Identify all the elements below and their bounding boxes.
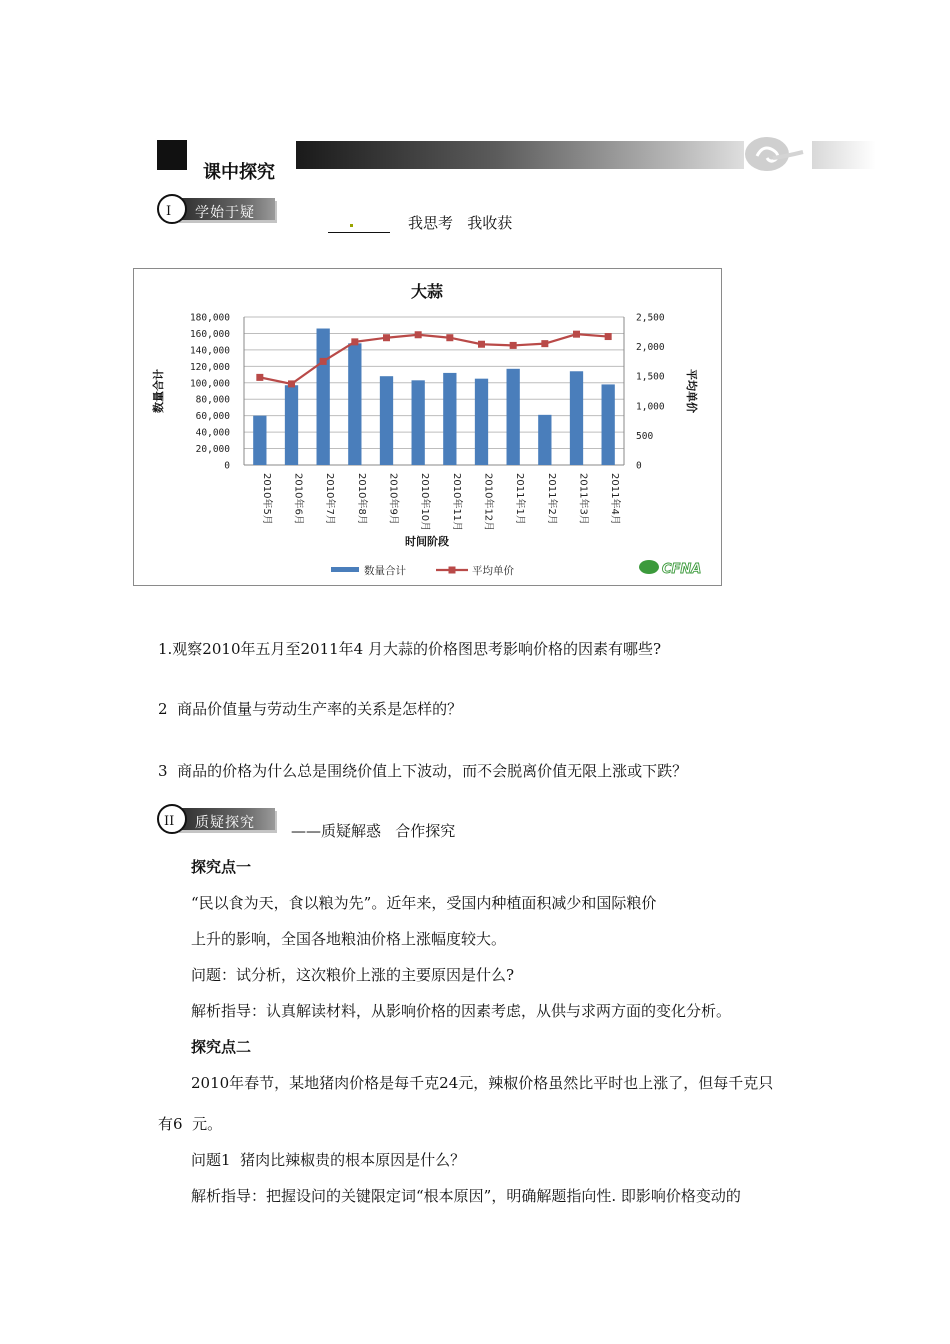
point-2-text: 2010年春节，某地猪肉价格是每千克24元，辣椒价格虽然比平时也上涨了，但每千克只 [191, 1074, 774, 1092]
x-tick-label: 2011年2月 [545, 473, 557, 525]
y2-tick-label: 2,500 [636, 312, 665, 324]
question-3: 3 商品的价格为什么总是围绕价值上下波动，而不会脱离价值无限上涨或下跌？ [158, 762, 688, 780]
price-point [573, 331, 580, 338]
section-label: 学始于疑 [195, 205, 255, 221]
x-tick-label: 2010年6月 [292, 473, 304, 525]
x-tick-label: 2011年3月 [577, 473, 589, 525]
bar [602, 384, 615, 465]
legend-line-label: 平均单价 [472, 565, 514, 577]
y-axis-label: 数量合计 [152, 369, 165, 413]
y-tick-label: 20,000 [195, 444, 230, 456]
bar [253, 416, 266, 465]
page-title: 课中探究 [203, 162, 275, 183]
y-tick-label: 0 [224, 460, 230, 472]
legend-bar-swatch [331, 567, 359, 572]
price-point [605, 333, 612, 340]
price-point [320, 358, 327, 365]
y2-axis-label: 平均单价 [685, 369, 698, 413]
bar [348, 343, 361, 465]
question-2: 2 商品价值量与劳动生产率的关系是怎样的？ [158, 700, 463, 718]
section-badge-2 [157, 804, 277, 834]
section-number: I [166, 204, 172, 219]
point-2-title: 探究点二 [191, 1038, 252, 1056]
bar [412, 380, 425, 465]
x-tick-label: 2011年4月 [609, 473, 621, 525]
blank-line [328, 232, 390, 233]
price-point [256, 374, 263, 381]
x-tick-label: 2010年5月 [260, 473, 272, 525]
bar [317, 329, 330, 465]
price-point [478, 341, 485, 348]
y-tick-label: 120,000 [189, 361, 230, 373]
price-point [510, 342, 517, 349]
garlic-chart [133, 268, 722, 586]
bar [507, 369, 520, 465]
price-point [415, 331, 422, 338]
header-square [157, 140, 187, 170]
point-2-guide: 解析指导：把握设问的关键限定词“根本原因”，明确解题指向性. 即影响价格变动的 [191, 1187, 741, 1205]
section-number: II [164, 814, 175, 829]
price-point [383, 334, 390, 341]
y-tick-label: 60,000 [195, 411, 230, 423]
x-tick-label: 2010年7月 [324, 473, 336, 525]
y-tick-label: 40,000 [195, 427, 230, 439]
x-tick-label: 2010年8月 [355, 473, 367, 525]
point-1-text: 上升的影响，全国各地粮油价格上涨幅度较大。 [191, 930, 507, 948]
x-axis-label: 时间阶段 [405, 535, 449, 548]
legend-bar-label: 数量合计 [364, 565, 406, 577]
price-point [446, 334, 453, 341]
y2-tick-label: 1,000 [636, 401, 665, 413]
section-subtitle: 我思考 我收获 [408, 214, 513, 232]
point-1-title: 探究点一 [191, 858, 252, 876]
bar [538, 415, 551, 465]
chart-svg [134, 269, 721, 585]
section-badge-1 [157, 194, 277, 224]
legend-line-marker [449, 567, 456, 574]
bar [570, 371, 583, 465]
bar [380, 376, 393, 465]
x-tick-label: 2010年10月 [419, 473, 431, 532]
price-point [288, 380, 295, 387]
x-tick-label: 2010年11月 [450, 473, 462, 532]
cfna-logo-text: CFNA [662, 562, 702, 577]
point-1-guide: 解析指导：认真解读材料，从影响价格的因素考虑，从供与求两方面的变化分析。 [191, 1002, 732, 1020]
header-gradient-bar [296, 141, 744, 169]
price-point [351, 338, 358, 345]
y-tick-label: 140,000 [189, 345, 230, 357]
point-2-question: 问题1 猪肉比辣椒贵的根本原因是什么？ [191, 1151, 466, 1169]
header-fade [812, 141, 876, 169]
cloud-icon [743, 134, 805, 174]
y-tick-label: 180,000 [189, 312, 230, 324]
x-tick-label: 2011年1月 [514, 473, 526, 525]
y2-tick-label: 1,500 [636, 371, 665, 383]
bar [475, 379, 488, 465]
blank-dot [350, 224, 353, 227]
point-2-text: 有6 元。 [158, 1115, 223, 1133]
question-1: 1.观察2010年五月至2011年4 月大蒜的价格图思考影响价格的因素有哪些? [158, 640, 662, 658]
y2-tick-label: 2,000 [636, 342, 665, 354]
section-label: 质疑探究 [195, 815, 255, 831]
x-tick-label: 2010年9月 [387, 473, 399, 525]
y2-tick-label: 500 [636, 430, 654, 442]
point-1-text: “民以食为天，食以粮为先”。近年来，受国内种植面积减少和国际粮价 [191, 894, 657, 912]
cfna-logo-icon [639, 560, 659, 574]
bar [443, 373, 456, 465]
y2-tick-label: 0 [636, 460, 642, 472]
y-tick-label: 80,000 [195, 394, 230, 406]
point-1-question: 问题：试分析，这次粮价上涨的主要原因是什么? [191, 966, 515, 984]
chart-title: 大蒜 [410, 282, 444, 301]
y-tick-label: 100,000 [189, 378, 230, 390]
section-subtitle: ——质疑解惑 合作探究 [291, 822, 456, 840]
bar [285, 385, 298, 465]
price-line [260, 334, 608, 384]
price-point [541, 340, 548, 347]
y-tick-label: 160,000 [189, 328, 230, 340]
x-tick-label: 2010年12月 [482, 473, 494, 532]
